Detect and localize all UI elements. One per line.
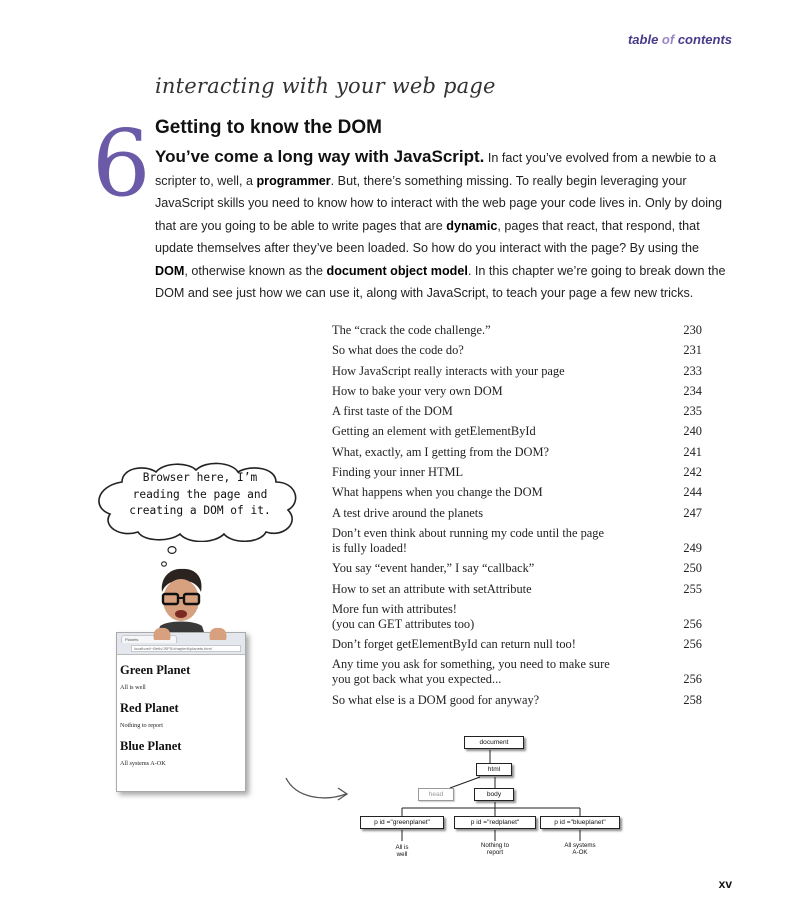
toc-entry[interactable] — [332, 384, 702, 399]
dom-node-head: head — [418, 788, 454, 801]
toc-entry-title: Getting an element with getElementById — [332, 424, 536, 439]
toc-entry-title: How to set an attribute with setAttribute — [332, 581, 532, 596]
toc-entry-title: Any time you ask for something, you need to make sure you got back what you expected... — [332, 657, 610, 687]
dom-node-html: html — [476, 763, 512, 776]
toc-entry[interactable] — [332, 445, 702, 460]
header-word: table — [627, 32, 659, 47]
dom-node-document: document — [464, 736, 524, 749]
intro-bold: programmer — [256, 173, 331, 188]
toc-entry-title: More fun with attributes! (you can GET attributes too) — [332, 601, 475, 631]
toc-entry-title: What happens when you change the DOM — [332, 485, 543, 500]
planet-heading: Green Planet — [120, 663, 191, 677]
planet-status: All systems A-OK — [120, 760, 166, 767]
toc-entry[interactable] — [332, 485, 702, 500]
chapter-intro — [155, 146, 735, 305]
toc-entry[interactable] — [332, 561, 702, 576]
toc-entry-page: 230 — [683, 323, 702, 337]
toc-entry-title: What, exactly, am I getting from the DOM? — [332, 444, 549, 459]
dom-tree-diagram — [350, 730, 630, 864]
planet-status: Nothing to report — [120, 722, 163, 729]
toc-entry[interactable] — [332, 343, 702, 358]
curved-arrow-icon — [284, 772, 354, 806]
browser-tab[interactable]: Planets — [121, 635, 177, 643]
toc-entry-page: 235 — [683, 404, 702, 419]
toc-entry-page: 244 — [683, 485, 702, 500]
intro-text: In fact you’ve evolved from a newbie to a scripter to, well, a — [155, 151, 717, 188]
intro-bold: DOM — [155, 263, 185, 278]
intro-bold: document object model — [326, 263, 468, 278]
toc-entry-title: Finding your inner HTML — [332, 465, 464, 480]
toc-entry[interactable] — [332, 404, 702, 419]
toc-entry-page: 233 — [683, 363, 702, 378]
toc-entry-page: 255 — [683, 581, 702, 596]
toc-entry[interactable] — [332, 637, 702, 652]
browser-content — [117, 655, 245, 767]
toc-entry[interactable] — [332, 582, 702, 597]
toc-entry[interactable] — [332, 506, 702, 521]
callout-text: Browser here, I’m reading the page and creating a DOM of it. — [129, 471, 271, 517]
dom-leaf-text: All is well — [395, 844, 409, 858]
toc-entry-title: The “crack the code challenge.” — [332, 323, 491, 337]
toc-entry-page: 256 — [683, 637, 702, 652]
page-number: xv — [718, 877, 732, 891]
planet-heading: Red Planet — [120, 701, 179, 715]
toc-entry-title: Don’t even think about running my code until the page is fully loaded! — [332, 525, 604, 555]
toc-entry-title: So what does the code do? — [332, 343, 464, 358]
dom-leaf-text: All systems A-OK — [564, 842, 596, 856]
dom-node-p-greenplanet: p id ="greenplanet" — [360, 816, 444, 829]
running-header — [628, 32, 732, 47]
header-word: contents — [677, 32, 732, 47]
toc-entry[interactable] — [332, 465, 702, 480]
toc-entry-title: You say “event hander,” I say “callback” — [332, 561, 535, 576]
planet-status: All is well — [120, 684, 146, 691]
chapter-number: 6 — [92, 110, 151, 217]
toc-entry-page: 234 — [683, 383, 702, 398]
intro-text: . But, there’s something missing. To really begin leveraging your JavaScript skills you need to know how to interact with the web page your code lives in. Only by doing that are you going to be able to write pages that are — [155, 173, 723, 233]
toc-entry-page: 256 — [683, 616, 702, 631]
toc-entry[interactable] — [332, 693, 702, 708]
toc-list — [332, 323, 702, 708]
intro-bold: dynamic — [446, 218, 498, 233]
toc-entry[interactable] — [332, 364, 702, 379]
toc-entry-page: 256 — [683, 672, 702, 687]
toc-entry-page: 241 — [683, 444, 702, 459]
dom-node-p-redplanet: p id ="redplanet" — [454, 816, 536, 829]
toc-entry-title: A test drive around the planets — [332, 505, 484, 520]
toc-entry-page: 249 — [683, 540, 702, 555]
intro-text: , pages that react, that respond, that update themselves after they’ve been loaded. So how do you interact with the page? By using the — [155, 218, 700, 255]
header-word: of — [661, 32, 675, 47]
toc-entry-page: 247 — [683, 505, 702, 520]
toc-entry[interactable] — [332, 657, 702, 687]
toc-entry-title: A first taste of the DOM — [332, 404, 453, 419]
dom-leaf-text: Nothing to report — [480, 842, 510, 856]
toc-entry-title: How to bake your very own DOM — [332, 383, 503, 398]
address-bar[interactable]: localhost/~Beth/JSFS/chapter6/planets.html — [131, 645, 241, 652]
dom-node-p-blueplanet: p id ="blueplanet" — [540, 816, 620, 829]
browser-window — [116, 632, 246, 792]
planet-heading: Blue Planet — [120, 739, 182, 753]
intro-text: . In this chapter we’re going to break down the DOM and see just how we can use it, along with JavaScript, to teach your page a few new tricks. — [155, 263, 726, 300]
toc-entry-title: How JavaScript really interacts with your page — [332, 363, 565, 378]
toc-entry[interactable] — [332, 424, 702, 439]
toc-entry[interactable] — [332, 526, 702, 556]
hands-illustration — [140, 626, 240, 640]
chapter-kicker: interacting with your web page — [155, 74, 496, 98]
intro-text: , otherwise known as the — [184, 263, 327, 278]
toc-entry[interactable] — [332, 602, 702, 632]
toc-entry-page: 242 — [683, 465, 702, 480]
toc-entry-title: So what else is a DOM good for anyway? — [332, 692, 540, 707]
toc-entry-page: 258 — [683, 692, 702, 707]
toc-entry-page: 240 — [683, 424, 702, 439]
intro-lead: You’ve come a long way with JavaScript. — [155, 147, 485, 166]
dom-node-body: body — [474, 788, 514, 801]
toc-entry-title: Don’t forget getElementById can return null too! — [332, 637, 576, 652]
chapter-title: Getting to know the DOM — [155, 117, 382, 138]
toc-entry-page: 250 — [683, 561, 702, 576]
toc-entry[interactable] — [332, 323, 702, 338]
toc-entry-page: 231 — [683, 343, 702, 358]
